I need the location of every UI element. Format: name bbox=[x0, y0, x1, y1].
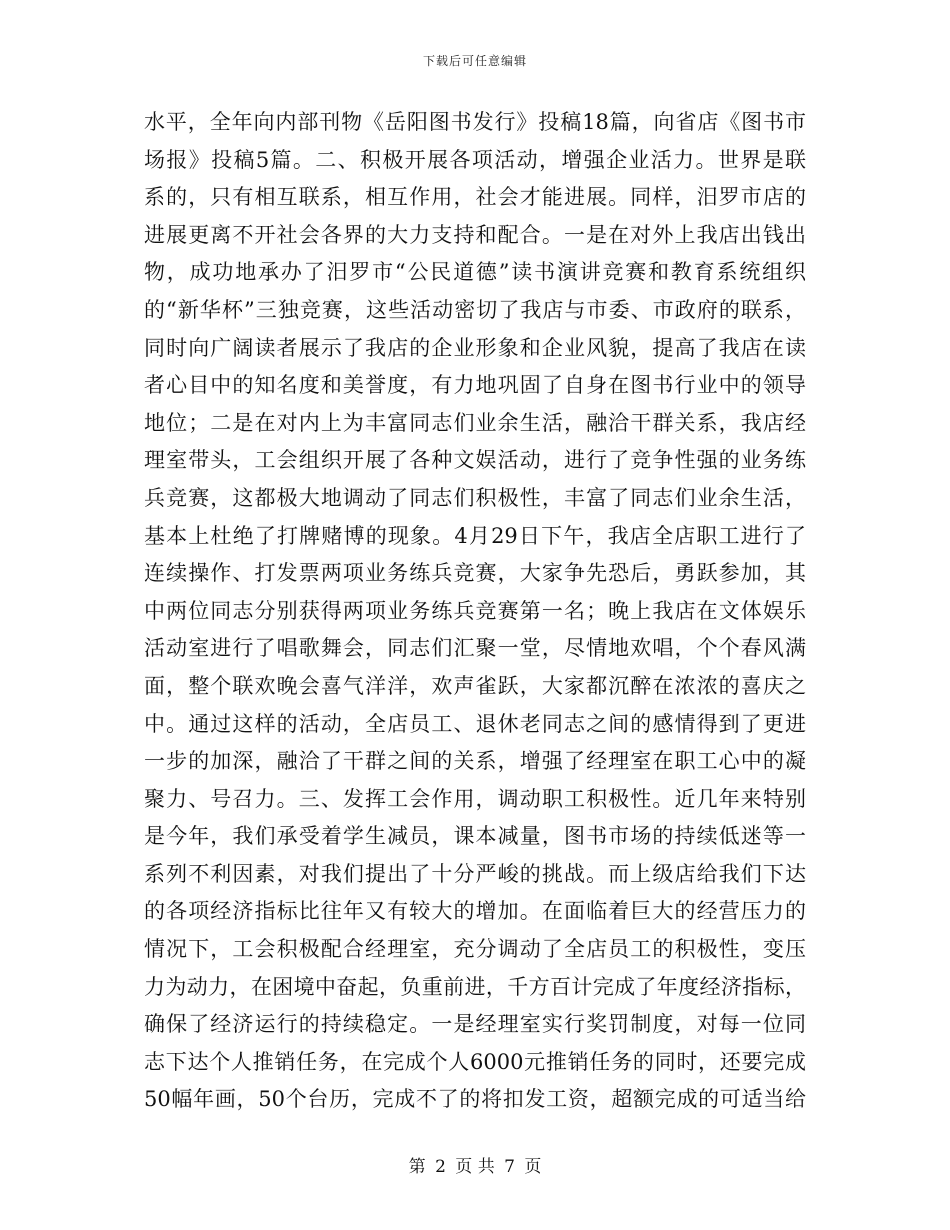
body-line: 活动室进行了唱歌舞会，同志们汇聚一堂，尽情地欢唱，个个春风满 bbox=[144, 636, 806, 661]
body-line: 地位；二是在对内上为丰富同志们业余生活，融洽干群关系，我店经 bbox=[144, 410, 806, 435]
body-line: 聚力、号召力。三、发挥工会作用，调动职工积极性。近几年来特别 bbox=[144, 786, 806, 811]
body-line: 物，成功地承办了汨罗市“公民道德”读书演讲竞赛和教育系统组织 bbox=[144, 260, 806, 285]
body-line: 理室带头，工会组织开展了各种文娱活动，进行了竞争性强的业务练 bbox=[144, 448, 806, 473]
footer-suffix: 页 bbox=[524, 1157, 542, 1177]
body-line: 系的，只有相互联系，相互作用，社会才能进展。同样，汨罗市店的 bbox=[144, 185, 806, 210]
body-line: 进展更离不开社会各界的大力支持和配合。一是在对外上我店出钱出 bbox=[144, 222, 806, 247]
body-line: 是今年，我们承受着学生减员，课本减量，图书市场的持续低迷等一 bbox=[144, 824, 806, 849]
page-footer bbox=[0, 1152, 950, 1177]
body-line: 50幅年画，50个台历，完成不了的将扣发工资，超额完成的可适当给 bbox=[144, 1087, 806, 1112]
body-line: 场报》投稿5篇。二、积极开展各项活动，增强企业活力。世界是联 bbox=[144, 147, 806, 172]
body-line: 者心目中的知名度和美誉度，有力地巩固了自身在图书行业中的领导 bbox=[144, 373, 806, 398]
body-line: 志下达个人推销任务，在完成个人6000元推销任务的同时，还要完成 bbox=[144, 1049, 806, 1074]
body-line: 系列不利因素，对我们提出了十分严峻的挑战。而上级店给我们下达 bbox=[144, 861, 806, 886]
page-header-note: 下载后可任意编辑 bbox=[422, 54, 527, 68]
body-line: 的“新华杯”三独竞赛，这些活动密切了我店与市委、市政府的联系， bbox=[144, 297, 806, 322]
footer-total-pages: 7 bbox=[504, 1157, 515, 1177]
body-line: 连续操作、打发票两项业务练兵竞赛，大家争先恐后，勇跃参加，其 bbox=[144, 561, 806, 586]
body-line: 基本上杜绝了打牌赌博的现象。4月29日下午，我店全店职工进行了 bbox=[144, 523, 806, 548]
footer-middle: 页 共 bbox=[455, 1157, 495, 1177]
body-line: 兵竞赛，这都极大地调动了同志们积极性，丰富了同志们业余生活， bbox=[144, 485, 806, 510]
body-line: 的各项经济指标比往年又有较大的增加。在面临着巨大的经营压力的 bbox=[144, 899, 806, 924]
footer-current-page: 2 bbox=[435, 1157, 446, 1177]
body-line: 确保了经济运行的持续稳定。一是经理室实行奖罚制度，对每一位同 bbox=[144, 1012, 806, 1037]
body-line: 情况下，工会积极配合经理室，充分调动了全店员工的积极性，变压 bbox=[144, 937, 806, 962]
body-line: 中两位同志分别获得两项业务练兵竞赛第一名；晚上我店在文体娱乐 bbox=[144, 598, 806, 623]
document-body bbox=[144, 104, 806, 1119]
body-line: 一步的加深，融洽了干群之间的关系，增强了经理室在职工心中的凝 bbox=[144, 749, 806, 774]
body-line: 面，整个联欢晚会喜气洋洋，欢声雀跃，大家都沉醉在浓浓的喜庆之 bbox=[144, 673, 806, 698]
body-line: 同时向广阔读者展示了我店的企业形象和企业风貌，提高了我店在读 bbox=[144, 335, 806, 360]
body-line: 水平，全年向内部刊物《岳阳图书发行》投稿18篇，向省店《图书市 bbox=[144, 110, 806, 134]
body-line: 力为动力，在困境中奋起，负重前进，千方百计完成了年度经济指标， bbox=[144, 974, 806, 999]
body-line: 中。通过这样的活动，全店员工、退休老同志之间的感情得到了更进 bbox=[144, 711, 806, 736]
footer-prefix: 第 bbox=[408, 1157, 426, 1177]
